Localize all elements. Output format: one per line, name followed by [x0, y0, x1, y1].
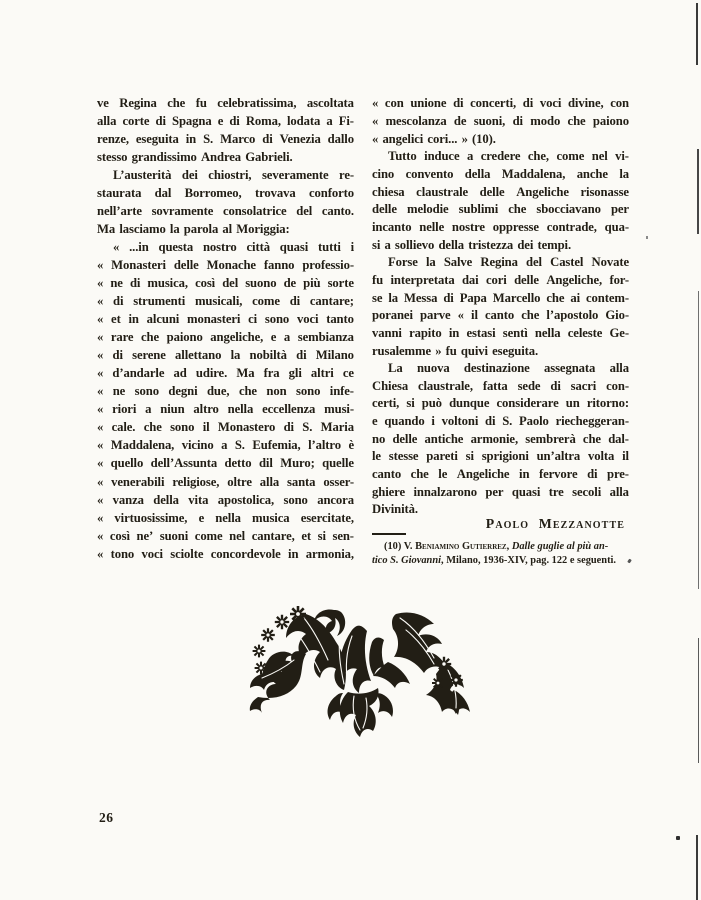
text-line: « ne di musica, così del suono de più sorte [97, 275, 354, 290]
text-line: « virtuosissime, e nella musica esercitate, [97, 510, 354, 525]
text-line: cino convento della Maddalena, anche la [372, 166, 629, 181]
text-line: « mescolanza de suoni, di modo che paiono [372, 113, 629, 128]
text-line: « con unione di concerti, di voci divine, con [372, 96, 629, 111]
text-line: Chiesa claustrale, fatta sede di sacri con- [372, 378, 629, 393]
text-line: stesso grandissimo Andrea Gabrieli. [97, 149, 293, 164]
scan-edge-artifact [697, 149, 699, 234]
text-line: « così ne’ suoni come nel cantare, et si sen- [97, 528, 354, 543]
footnote-line: tico S. Giovanni, Milano, 1936-XIV, pag. 122 e seguenti. [372, 555, 617, 567]
footnote-rule [372, 533, 406, 535]
text-line: « et in alcuni monasteri ci sono voci tanto [97, 312, 354, 327]
scan-edge-artifact [696, 3, 698, 65]
text-line: Forse la Salve Regina del Castel Novate [388, 255, 629, 270]
text-line: « d’andarle ad udire. Ma fra gli altri ce [97, 366, 354, 381]
author-signature: Paolo Mezzanotte [485, 516, 625, 531]
text-line: rusalemme » fu quivi eseguita. [372, 343, 539, 358]
text-line: chiesa claustrale delle Angeliche risonasse [372, 184, 629, 199]
footnote-lines [372, 540, 632, 569]
page-number: 26 [99, 810, 114, 825]
text-line: « vanza della vita apostolica, sono ancora [97, 492, 354, 507]
text-column-left [97, 94, 354, 563]
text-line: « quello dell’Assunta detto dil Muro; quelle [97, 456, 354, 471]
text-line: « tono voci sciolte concordevole in armonia, [97, 546, 354, 561]
text-line: « cale. che sono il Monastero di S. Maria [97, 420, 354, 435]
text-line: ve Regina che fu celebratissima, ascoltata [97, 95, 354, 110]
text-line: vanni rapito in estasi sentì nella celeste Ge- [372, 325, 629, 340]
text-line: poranei parve « il canto che l’apostolo Gio- [372, 308, 629, 323]
text-line: Tutto induce a credere che, come nel vi- [388, 149, 629, 164]
text-line: « venerabili religiose, oltre alla santa osser- [97, 474, 354, 489]
text-line: « Maddalena, vicino a S. Eufemia, l’altro è [97, 438, 354, 453]
text-line: L’austerità dei chiostri, severamente re- [113, 167, 354, 182]
text-line: ghiere innalzarono per quasi tre secoli alla [372, 484, 629, 499]
footnote-line: (10) V. Beniamino Gutierrez, Dalle guglie al più an- [384, 540, 609, 552]
text-line: « angelici cori... » (10). [372, 131, 496, 146]
text-line: « rare che paiono angeliche, e a sembianza [97, 330, 354, 345]
text-line: le stesse pareti si sprigioni un’altra volta il [372, 449, 629, 464]
text-line: alla corte di Spagna e di Roma, lodata a Fi- [97, 113, 354, 128]
text-line: se la Messa di Papa Marcello che ai contem- [372, 290, 629, 305]
fleuron-ornament-icon [248, 602, 476, 744]
text-line: certi, si può dunque considerare un ritorno: [372, 396, 629, 411]
text-line: nell’arte sovramente consolatrice del canto. [97, 203, 354, 218]
text-line: Ma lasciamo la parola al Moriggia: [97, 221, 290, 236]
text-line: canto che le Angeliche in fervore di pre- [372, 467, 629, 482]
text-line: « ne sono degni due, che non sono infe- [97, 384, 354, 399]
scan-edge-artifact [698, 638, 699, 763]
text-line: « di strumenti musicali, come di cantare; [97, 294, 354, 309]
text-line: renze, eseguita in S. Marco di Venezia dallo [97, 131, 354, 146]
text-line: no delle antiche armonie, sembrerà che dal- [372, 431, 629, 446]
text-line: staurata dal Borromeo, trovava conforto [97, 185, 354, 200]
text-line: incanto nelle nostre oppresse contrade, qua- [372, 219, 629, 234]
footnote [372, 533, 632, 569]
text-line: « Monasteri delle Monache fanno professio- [97, 257, 354, 272]
scan-speck-artifact [676, 836, 680, 840]
text-line: e quando i voltoni di S. Paolo riecheggeran- [372, 414, 629, 429]
text-line: « di serene allettano la nobiltà di Milano [97, 348, 354, 363]
scan-edge-artifact [698, 291, 699, 589]
text-line: La nuova destinazione assegnata alla [388, 361, 629, 376]
text-line: si a sollievo della tristezza dei tempi. [372, 237, 572, 252]
text-column-right [372, 95, 629, 519]
text-line: « riori a niun altro nella eccellenza musi- [97, 402, 354, 417]
text-line: fu interpretata dai cori delle Angeliche, for- [372, 272, 629, 287]
scan-speck-artifact [646, 236, 648, 239]
text-line: Divinità. [372, 502, 418, 517]
text-line: delle melodie sublimi che sbocciavano per [372, 202, 629, 217]
text-line: « ...in questa nostro città quasi tutti i [113, 239, 354, 254]
scan-edge-artifact [696, 835, 698, 900]
